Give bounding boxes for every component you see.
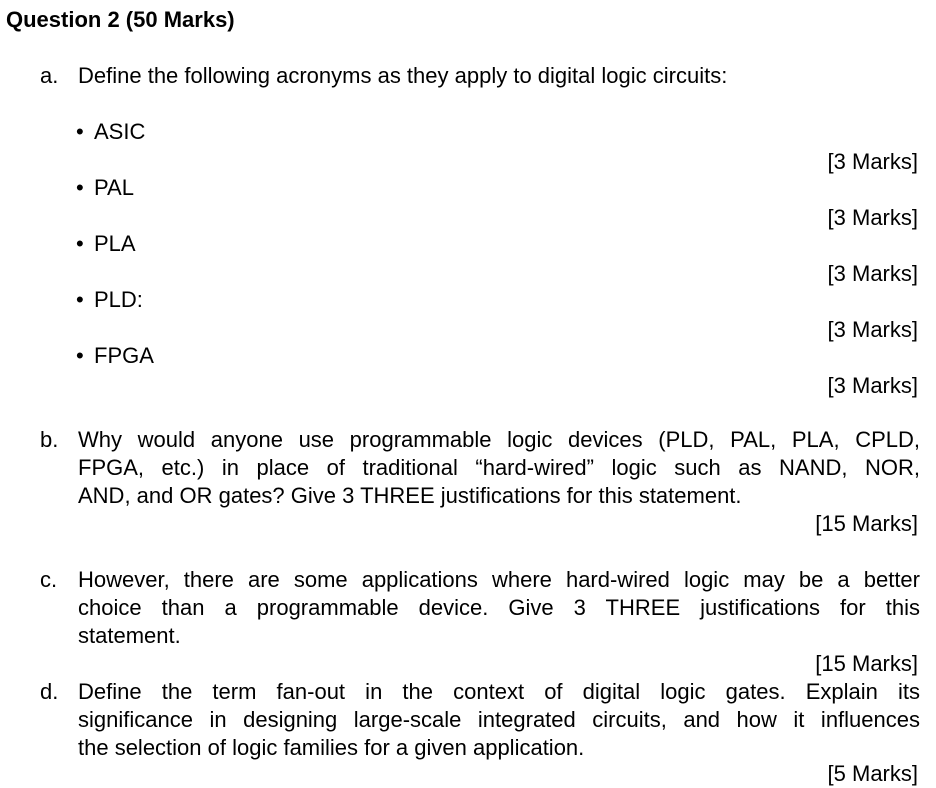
acronym-item-pla [76, 230, 136, 258]
bullet-icon: • [76, 287, 84, 312]
marks-label: [3 Marks] [827, 373, 918, 398]
part-c-line: statement. [78, 623, 181, 648]
part-c-label: c. [40, 567, 58, 592]
bullet-icon: • [76, 175, 84, 200]
acronym-item-asic [76, 118, 145, 146]
acronym-term: PLD: [94, 287, 143, 312]
part-d-line: Define the term fan-out in the context of digital logic gates. Explain its [78, 679, 920, 704]
acronym-item-fpga [76, 342, 154, 370]
part-d-line: significance in designing large-scale integrated circuits, and how it influences [78, 707, 920, 732]
acronym-term: ASIC [94, 119, 146, 144]
marks-label: [3 Marks] [827, 261, 918, 286]
acronym-item-pld [76, 286, 143, 314]
part-b-line: Why would anyone use programmable logic devices (PLD, PAL, PLA, CPLD, [78, 427, 920, 452]
part-b-line: FPGA, etc.) in place of traditional “hard-wired” logic such as NAND, NOR, [78, 455, 920, 480]
bullet-icon: • [76, 119, 84, 144]
bullet-icon: • [76, 343, 84, 368]
part-a-text: Define the following acronyms as they apply to digital logic circuits: [78, 63, 728, 88]
part-b-line: AND, and OR gates? Give 3 THREE justifications for this statement. [78, 483, 742, 508]
marks-label: [5 Marks] [827, 761, 918, 786]
marks-label: [3 Marks] [827, 205, 918, 230]
acronym-term: PAL [94, 175, 134, 200]
acronym-item-pal [76, 174, 134, 202]
marks-label: [3 Marks] [827, 149, 918, 174]
marks-label: [3 Marks] [827, 317, 918, 342]
part-a-label: a. [40, 63, 59, 88]
part-d-label: d. [40, 679, 59, 704]
part-b-label: b. [40, 427, 59, 452]
marks-label: [15 Marks] [815, 511, 918, 536]
bullet-icon: • [76, 231, 84, 256]
marks-label: [15 Marks] [815, 651, 918, 676]
question-heading: Question 2 (50 Marks) [6, 7, 235, 32]
acronym-term: PLA [94, 231, 136, 256]
part-c-line: choice than a programmable device. Give 3 THREE justifications for this [78, 595, 920, 620]
acronym-term: FPGA [94, 343, 154, 368]
part-d-line: the selection of logic families for a given application. [78, 735, 585, 760]
part-c-line: However, there are some applications where hard-wired logic may be a better [78, 567, 920, 592]
